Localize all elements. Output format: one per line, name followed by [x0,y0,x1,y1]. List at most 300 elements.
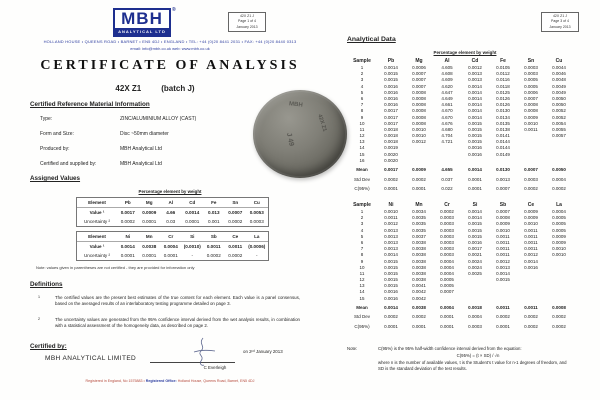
table-cell: 0.0013 [496,176,510,182]
table-row [77,242,268,251]
table-cell: 0.0126 [496,95,510,101]
table-cell: Ni [125,234,131,239]
table-cell: 0.0009 [552,233,566,239]
table-cell: 0.0134 [496,114,510,120]
table-cell: 0.013 [208,210,220,215]
table-cell: 4.655 [441,167,453,173]
definition-item [38,295,300,308]
table-cell: 0.0015 [384,258,398,264]
table-cell: 0.0003 [440,252,454,258]
table-cell: 0.0005 [524,77,538,83]
table-cell: 0.0010 [524,120,538,126]
table-cell: 0.0011 [384,215,398,221]
table-cell [545,158,573,164]
table-cell: Uncertainty ² [83,253,111,258]
table-cell: La [254,234,260,239]
table-cell: 0.0013 [384,233,398,239]
table-cell: 0.0014 [468,114,482,120]
table-cell: 0.0021 [468,252,482,258]
footer-office-label: Registered Office: [145,379,177,383]
table-cell: 0.0135 [496,120,510,126]
table-cell: Cd [189,200,196,205]
table-cell: 0.0015 [384,264,398,270]
table-row [347,305,573,311]
table-cell: 12 [359,133,365,139]
table-cell: 0.0038 [142,244,157,249]
mbh-logo-text: MBH [121,9,163,28]
table-cell: 0.0014 [468,215,482,221]
table-cell [489,296,517,302]
table-cell: Al [444,58,450,64]
table-cell: 0.0015 [468,221,482,227]
note-text-1: C(95%) is the 95% half-width confidence interval derived from the equation: [378,346,522,351]
table-cell: 0.0001 [384,185,398,191]
table-cell: 0.0055 [552,126,566,132]
table-cell: 0.0009 [524,215,538,221]
table-cell: 0.0002 [552,314,566,320]
table-cell: Sample [353,202,371,208]
table-row [77,251,268,260]
mbh-logo-subtitle: ANALYTICAL LTD [115,28,169,35]
table-cell [433,158,461,164]
table-cell: 0.0038 [412,270,426,276]
table-cell: 0.0007 [412,77,426,83]
table-cell: 4.670 [441,108,453,114]
table-cell: Mean [356,305,368,310]
table-cell: 0.0024 [468,258,482,264]
ref-product: 42X Z1 J [239,14,254,18]
table-cell: 0.0035 [412,221,426,227]
table-cell: 0.0014 [468,167,482,173]
disc-engraving: MBH [288,101,303,109]
table-cell: 0.0003 [440,227,454,233]
table-cell: Cr [444,202,450,208]
table-cell: Ce [527,202,535,208]
table-cell: 0.0013 [384,246,398,252]
table-row [347,158,573,164]
table-cell: 0.0016 [384,83,398,89]
table-cell: 0.0010 [412,133,426,139]
table-cell: 0.0001 [412,185,426,191]
table-cell: - [255,253,258,258]
table-cell: 0.0015 [468,139,482,145]
table-cell [517,158,545,164]
table-cell: 4.608 [441,71,453,77]
ref-page: Page 1 of 4 [238,19,256,24]
table-cell: 0.0050 [552,167,566,173]
table-cell: 4.676 [441,120,453,126]
table-cell: 0.0008 [412,114,426,120]
table-header-row [347,201,573,209]
table-cell: 6 [360,95,364,101]
table-cell: Mean [356,167,368,173]
table-cell: 0.0014 [468,209,482,214]
table-cell: 0.0004 [552,209,566,214]
table-cell: 9 [360,258,364,264]
table-cell: 4.605 [441,65,453,70]
table-cell: 0.0011 [496,305,510,310]
table-cell: 0.0007 [496,185,510,191]
table-cell: 0.0144 [496,145,510,151]
percentage-by-weight-label: Percentage element by weight [433,50,497,55]
table-cell: 0.0038 [412,277,426,283]
table-cell: 0.0050 [552,95,566,101]
table-cell: 0.0017 [384,114,398,120]
table-cell: C(95%) [354,185,370,191]
table-cell: 0.0015 [468,133,482,139]
table-cell: Pb [387,58,395,64]
table-cell: 0.0014 [468,83,482,89]
table-cell: 0.0014 [384,305,398,310]
table-cell: 8 [360,252,364,258]
table-cell: 5 [360,89,364,95]
analytical-table-2 [347,201,573,330]
table-cell: 4.661 [441,102,453,108]
table-cell: 4.670 [441,114,453,120]
table-cell: 0.0005 [552,221,566,227]
table-cell: 0.0015 [384,71,398,77]
crm-row [40,161,290,167]
table-cell: 0.0003 [440,215,454,221]
ref-product: 42X Z1 J [552,14,567,18]
table-cell: Sb [499,202,507,208]
table-cell: 0.0019 [384,145,398,151]
registered-trademark-icon: ® [172,7,176,13]
table-cell: 0.0002 [120,219,135,224]
table-cell: 0.0038 [412,264,426,270]
table-cell: 0.0005 [440,283,454,289]
table-cell: 0.0002 [412,314,426,320]
table-cell: 0.0011 [496,252,510,258]
table-cell: 0.0046 [552,71,566,77]
crm-row [40,131,290,137]
table-cell: 0.0015 [468,233,482,239]
table-cell: 0.0010 [552,246,566,252]
table-cell: 0.0016 [468,239,482,245]
table-cell: 0.0007 [440,289,454,295]
registration-footer [20,379,320,383]
table-cell: 0.0016 [384,89,398,95]
table-cell: 0.0044 [552,65,566,70]
table-cell: 0.0014 [524,258,538,264]
table-cell: 0.0112 [496,71,510,77]
table-cell: 0.0004 [468,314,482,320]
table-cell: 0.0037 [412,233,426,239]
table-cell: 0.0034 [412,209,426,214]
table-cell: 4.647 [441,89,453,95]
table-cell: 0.0011 [524,305,538,310]
table-cell: 0.0011 [524,239,538,245]
disc-engraving: 42X Z1 [316,113,328,133]
table-cell: 0.0002 [496,314,510,320]
table-cell: 0.0002 [552,185,566,191]
table-cell: 0.0003 [524,176,538,182]
table-cell: 4 [360,83,364,89]
table-row [347,314,573,320]
product-code: 42X Z1 [115,84,142,93]
table-row [347,177,573,183]
table-cell: 0.0017 [384,108,398,114]
table-cell: 0.0016 [384,289,398,295]
table-cell: 0.0007 [412,83,426,89]
table-cell: 0.0009 [412,167,426,173]
confidence-equation: C(95%) = (t × SD) / √n [456,353,500,358]
table-cell: Sn [527,58,535,64]
table-cell: 15 [359,151,365,157]
table-cell: 0.0020 [384,151,398,157]
table-cell: 3 [360,221,364,227]
table-cell: 0.0018 [384,133,398,139]
table-cell: 0.0011 [524,227,538,233]
table-cell: 0.0008 [496,215,510,221]
table-cell: 0.0004 [440,258,454,264]
table-cell: 0.0057 [552,133,566,139]
table-cell: 0.0014 [384,65,398,70]
table-cell: 0.0002 [384,314,398,320]
table-cell: 4.721 [441,139,453,145]
table-cell [545,296,573,302]
table-cell: 0.0001 [440,323,454,329]
table-cell: 0.0015 [468,126,482,132]
table-cell: 0.0017 [120,210,135,215]
table-cell [461,296,489,302]
table-cell: 0.0009 [552,239,566,245]
table-cell: 0.0002 [384,176,398,182]
crm-value: MBH Analytical Ltd [120,146,162,152]
table-cell: (0.0006) [248,244,266,249]
table-cell: 0.0003 [440,246,454,252]
table-cell: 0.0003 [524,65,538,70]
table-cell: Element [88,200,106,205]
table-cell: 0.0116 [496,77,510,83]
table-cell: 0.0017 [468,246,482,252]
table-cell: 0.037 [441,176,453,182]
table-cell [489,158,517,164]
assigned-values-heading: Assigned Values [30,175,81,182]
table-cell: 0.0012 [524,252,538,258]
table-cell: 0.0038 [412,252,426,258]
table-cell: 0.0005 [552,227,566,233]
crm-row [40,146,290,152]
table-cell: 0.0009 [142,210,157,215]
table-row [347,167,573,173]
table-cell: 0.0007 [412,71,426,77]
table-cell: 0.0014 [468,102,482,108]
table-cell: 0.0052 [552,114,566,120]
table-cell: 0.0125 [496,89,510,95]
table-cell: 0.0012 [496,258,510,264]
table-cell: 0.0001 [440,314,454,320]
table-cell: 13 [359,283,365,289]
table-cell: 0.0011 [524,126,538,132]
page1-reference-box [228,12,266,32]
table-cell: 8 [360,108,364,114]
table-cell: (0.0010) [183,244,201,249]
table-cell: 0.0016 [468,151,482,157]
parentheses-note: Note: values given in parentheses are not certified - they are provided for information only [36,265,195,270]
table-cell: 0.0007 [228,210,243,215]
table-cell: 0.0015 [468,120,482,126]
table-cell: 2 [360,71,364,77]
table-cell: 0.0015 [384,270,398,276]
table-row [77,217,268,226]
table-cell: La [556,202,562,208]
address-line: HOLLAND HOUSE • QUEENS ROAD • BARNET • EN5 4DJ • ENGLAND • TEL: +44 (0)20 8441 2031 • FAX: +44 (0)20 8440 0313 [43,39,297,44]
table-cell: 0.022 [441,185,453,191]
crm-label: Form and Size: [40,131,74,137]
table-cell: 0.0011 [206,244,221,249]
table-cell: 0.0052 [552,108,566,114]
table-cell: 0.0009 [524,114,538,120]
table-cell: 14 [359,289,365,295]
mbh-logo-box [113,8,171,37]
definition-item [38,317,300,330]
table-cell: Cd [471,58,479,64]
table-cell: 0.0018 [468,305,482,310]
table-cell: 0.0038 [412,305,426,310]
table-cell: 0.0006 [524,89,538,95]
table-cell: 0.0003 [468,323,482,329]
certified-by-heading: Certified by: [30,343,67,350]
table-cell: 0.0010 [552,252,566,258]
table-cell: 14 [359,145,365,151]
table-cell: 0.0020 [384,157,398,163]
table-cell: 0.0009 [524,209,538,214]
certificate-title: CERTIFICATE OF ANALYSIS [40,58,300,73]
table-cell: 0.0010 [524,221,538,227]
percentage-by-weight-label: Percentage element by weight [138,189,202,194]
table-row [347,186,573,192]
table-cell: 0.0042 [412,295,426,301]
table-cell: 0.0035 [412,227,426,233]
table-cell: 0.0011 [496,239,510,245]
page3-reference-box [541,12,579,32]
table-cell: 0.0010 [412,126,426,132]
table-cell: 4.66 [166,210,176,215]
table-cell: Ce [232,234,239,239]
table-header-row [77,198,268,208]
table-cell: 12 [359,277,365,283]
table-cell: 0.0007 [496,209,510,214]
table-cell: 0.0013 [468,71,482,77]
analytical-table-1 [347,57,573,192]
table-cell: 0.0002 [524,323,538,329]
crm-value: ZINC/ALUMINIUM ALLOY (CAST) [120,116,197,122]
table-cell: 0.0014 [120,244,135,249]
table-cell: 4.680 [441,126,453,132]
table-cell: 0.0041 [412,283,426,289]
table-cell: 0.0024 [468,264,482,270]
ref-page: Page 3 of 4 [551,19,569,24]
table-cell: 0.0011 [496,233,510,239]
table-cell: Sb [210,234,217,239]
table-header-row [347,57,573,65]
table-cell: 0.0002 [412,176,426,182]
table-cell: 0.0009 [496,221,510,227]
assigned-values-table-1 [76,197,269,227]
definition-text: The certified values are the present best estimates of the true content for each element. Each value is a panel consensus, based on the averaged results of an interlaboratory testing programme detailed on page 3. [55,295,300,307]
table-cell: 0.0012 [384,221,398,227]
table-cell: 0.0018 [384,139,398,145]
table-cell: 0.0017 [384,120,398,126]
table-cell: 0.0004 [440,305,454,310]
table-cell: 0.0130 [496,108,510,114]
table-cell: 0.0008 [412,102,426,108]
signatory-name: C Everleigh [203,365,227,370]
table-cell: 0.0017 [384,167,398,173]
table-cell: 10 [359,120,365,126]
table-cell: Cu [253,200,260,205]
table-cell: 0.0008 [524,102,538,108]
table-cell: 0.0001 [412,323,426,329]
table-cell: Fe [211,200,217,205]
table-cell: 0.0011 [524,246,538,252]
table-cell: 0.0016 [384,102,398,108]
table-cell: 0.0016 [468,145,482,151]
table-cell [405,158,433,164]
table-cell: Ni [388,202,394,208]
table-cell: 0.0010 [384,209,398,214]
table-header-row [77,232,268,242]
table-cell: 0.0042 [412,289,426,295]
table-cell: 0.0001 [142,253,157,258]
table-cell: 0.0004 [440,270,454,276]
table-cell: 0.0038 [412,258,426,264]
table-cell: 0.0007 [524,167,538,173]
table-cell: Mg [415,58,423,64]
table-cell: 0.0011 [496,246,510,252]
table-cell: Sample [353,58,371,64]
table-cell: 0.0126 [496,102,510,108]
ref-date: January 2013 [236,24,258,29]
table-cell: 2 [360,215,364,221]
table-cell: 0.0001 [142,219,157,224]
company-name: MBH ANALYTICAL LIMITED [45,355,137,362]
table-cell: 4 [360,227,364,233]
crm-info-heading: Certified Reference Material Information [30,101,150,108]
table-cell: 0.0002 [524,185,538,191]
table-cell: 0.0014 [185,210,200,215]
table-cell: 0.0001 [163,253,178,258]
table-cell: 0.0049 [552,83,566,89]
definition-text: The uncertainty values are generated from the 95% confidence interval derived from the wet analysis results, in combination with a statistical assessment of the homogeneity data, as described on page 2. [55,317,300,329]
table-cell: 0.0012 [412,139,426,145]
table-cell: 0.0038 [412,239,426,245]
table-cell: 11 [359,126,365,132]
table-cell: 0.0015 [384,77,398,83]
crm-label: Certified and supplied by: [40,161,97,167]
table-cell: Value ¹ [89,244,105,249]
table-cell: 0.0054 [552,120,566,126]
table-cell: 0.0014 [496,270,510,276]
table-cell: 0.0015 [496,277,510,283]
table-cell: 0.0001 [120,253,135,258]
table-cell: 0.0007 [524,95,538,101]
crm-label: Produced by: [40,146,70,152]
table-cell: 9 [360,114,364,120]
table-cell: 0.0008 [412,120,426,126]
table-cell: 4.620 [441,83,453,89]
table-cell: 0.0014 [468,108,482,114]
table-cell: 4.609 [441,77,453,83]
footer-office-address: Holland House, Queens Road, Barnet, EN5 4DJ [176,379,255,383]
table-cell: 0.0016 [384,295,398,301]
table-cell: Value ¹ [89,210,105,215]
table-cell: 0.0130 [496,167,510,173]
table-cell: 0.0003 [440,239,454,245]
footer-registration: Registered in England, No 1575883 • [85,379,146,383]
table-cell: 0.0010 [496,227,510,233]
